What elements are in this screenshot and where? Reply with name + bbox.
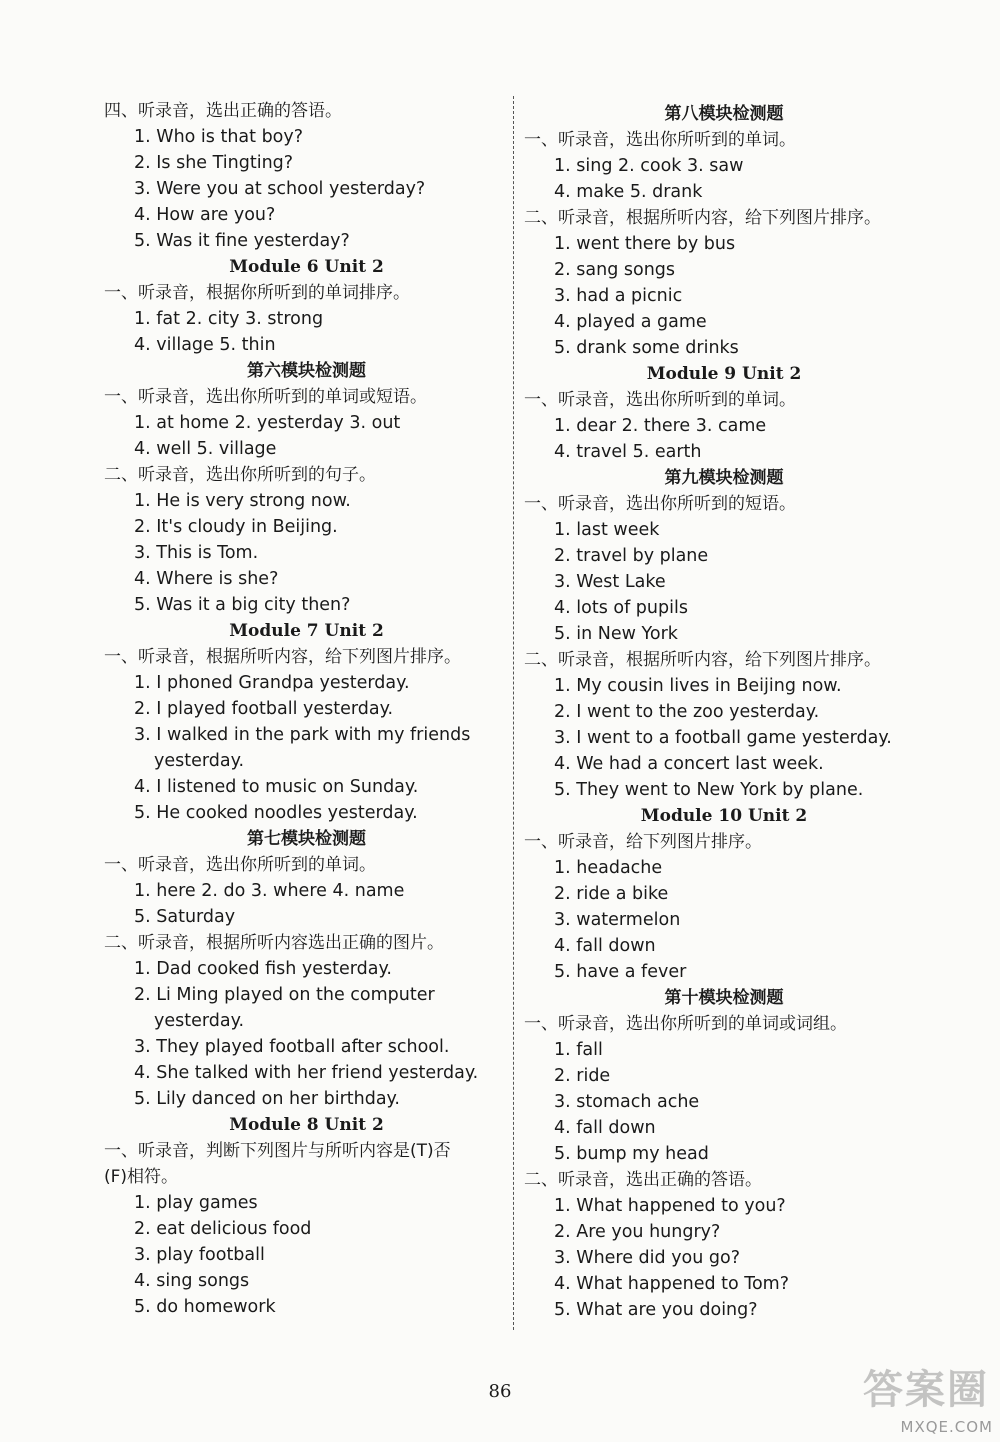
- list-item: 4. What happened to Tom?: [554, 1274, 790, 1294]
- section-heading: 一、听录音，选出你所听到的单词。: [104, 855, 376, 875]
- section-heading: 一、听录音，选出你所听到的单词或短语。: [104, 387, 427, 407]
- list-item: 1. here 2. do 3. where 4. name: [134, 881, 405, 901]
- list-item: 1. play games: [134, 1193, 258, 1213]
- list-item: 5. What are you doing?: [554, 1300, 758, 1320]
- list-item: 4. We had a concert last week.: [554, 754, 824, 774]
- list-item: 3. West Lake: [554, 572, 666, 592]
- list-item: 1. headache: [554, 858, 663, 878]
- list-item: 5. drank some drinks: [554, 338, 739, 358]
- section-heading: 四、听录音，选出正确的答语。: [104, 101, 342, 121]
- module-title: Module 7 Unit 2: [229, 621, 384, 641]
- list-item: 4. fall down: [554, 1118, 656, 1138]
- section-heading: 二、听录音，根据所听内容选出正确的图片。: [104, 933, 444, 953]
- list-item: 3. I walked in the park with my friends: [134, 725, 471, 745]
- list-item: 3. had a picnic: [554, 286, 683, 306]
- list-item: 1. My cousin lives in Beijing now.: [554, 676, 842, 696]
- list-item: 5. have a fever: [554, 962, 687, 982]
- list-item-continuation: yesterday.: [154, 751, 245, 771]
- list-item: 3. They played football after school.: [134, 1037, 450, 1057]
- list-item: 3. Were you at school yesterday?: [134, 179, 426, 199]
- list-item: 2. ride a bike: [554, 884, 669, 904]
- list-item: 4. well 5. village: [134, 439, 277, 459]
- list-item: 5. in New York: [554, 624, 678, 644]
- watermark-site: MXQE.COM: [900, 1418, 993, 1436]
- section-heading: 一、听录音，判断下列图片与所听内容是(T)否: [104, 1141, 451, 1161]
- list-item: 2. It's cloudy in Beijing.: [134, 517, 338, 537]
- list-item: 1. sing 2. cook 3. saw: [554, 156, 744, 176]
- list-item: 5. Was it fine yesterday?: [134, 231, 350, 251]
- section-heading: 二、听录音，根据所听内容，给下列图片排序。: [524, 650, 881, 670]
- list-item: 3. stomach ache: [554, 1092, 700, 1112]
- list-item: 2. I went to the zoo yesterday.: [554, 702, 820, 722]
- list-item: 1. What happened to you?: [554, 1196, 786, 1216]
- section-heading: 一、听录音，选出你所听到的短语。: [524, 494, 796, 514]
- section-heading: 一、听录音，选出你所听到的单词或词组。: [524, 1014, 847, 1034]
- list-item: 5. Was it a big city then?: [134, 595, 351, 615]
- list-item: 4. played a game: [554, 312, 707, 332]
- list-item: 4. lots of pupils: [554, 598, 688, 618]
- module-title: Module 8 Unit 2: [229, 1115, 384, 1135]
- list-item: 4. fall down: [554, 936, 656, 956]
- module-title: Module 9 Unit 2: [646, 364, 802, 384]
- list-item: 5. He cooked noodles yesterday.: [134, 803, 418, 823]
- module-title: Module 10 Unit 2: [640, 806, 808, 826]
- list-item: 4. travel 5. earth: [554, 442, 702, 462]
- list-item: 2. Li Ming played on the computer: [134, 985, 435, 1005]
- list-item: 1. went there by bus: [554, 234, 736, 254]
- list-item: 2. I played football yesterday.: [134, 699, 394, 719]
- list-item: 1. fat 2. city 3. strong: [134, 309, 324, 329]
- test-title: 第十模块检测题: [664, 988, 784, 1008]
- list-item: 5. do homework: [134, 1297, 276, 1317]
- list-item: 1. Dad cooked fish yesterday.: [134, 959, 392, 979]
- list-item: 4. She talked with her friend yesterday.: [134, 1063, 479, 1083]
- test-title: 第九模块检测题: [664, 468, 784, 488]
- list-item: 2. eat delicious food: [134, 1219, 312, 1239]
- list-item-continuation: yesterday.: [154, 1011, 245, 1031]
- list-item: 5. Saturday: [134, 907, 236, 927]
- list-item: 1. dear 2. there 3. came: [554, 416, 767, 436]
- section-heading: 一、听录音，给下列图片排序。: [524, 832, 762, 852]
- section-heading: 一、听录音，选出你所听到的单词。: [524, 390, 796, 410]
- list-item: 4. sing songs: [134, 1271, 250, 1291]
- page-number: 86: [488, 1381, 512, 1402]
- list-item: 1. fall: [554, 1040, 603, 1060]
- list-item: 4. Where is she?: [134, 569, 279, 589]
- watermark-logo-text: 答案圈: [863, 1367, 989, 1413]
- section-heading: 一、听录音，选出你所听到的单词。: [524, 130, 796, 150]
- list-item: 4. How are you?: [134, 205, 276, 225]
- module-title: Module 6 Unit 2: [229, 257, 384, 277]
- list-item: 3. watermelon: [554, 910, 681, 930]
- test-title: 第六模块检测题: [247, 361, 366, 381]
- section-heading: 二、听录音，选出正确的答语。: [524, 1170, 762, 1190]
- list-item: 2. travel by plane: [554, 546, 709, 566]
- test-title: 第七模块检测题: [247, 829, 366, 849]
- list-item: 1. I phoned Grandpa yesterday.: [134, 673, 410, 693]
- list-item: 1. Who is that boy?: [134, 127, 304, 147]
- list-item: 5. bump my head: [554, 1144, 709, 1164]
- watermark-logo: [822, 1358, 997, 1438]
- list-item: 3. This is Tom.: [134, 543, 259, 563]
- list-item: 1. last week: [554, 520, 660, 540]
- list-item: 3. play football: [134, 1245, 265, 1265]
- list-item: 3. I went to a football game yesterday.: [554, 728, 892, 748]
- section-heading: (F)相符。: [104, 1167, 179, 1187]
- list-item: 4. make 5. drank: [554, 182, 703, 202]
- test-title: 第八模块检测题: [664, 104, 784, 124]
- list-item: 2. sang songs: [554, 260, 676, 280]
- list-item: 1. He is very strong now.: [134, 491, 351, 511]
- list-item: 5. They went to New York by plane.: [554, 780, 864, 800]
- list-item: 2. ride: [554, 1066, 611, 1086]
- section-heading: 二、听录音，根据所听内容，给下列图片排序。: [524, 208, 881, 228]
- section-heading: 一、听录音，根据所听内容，给下列图片排序。: [104, 647, 461, 667]
- section-heading: 一、听录音，根据你所听到的单词排序。: [104, 283, 410, 303]
- list-item: 2. Is she Tingting?: [134, 153, 294, 173]
- list-item: 1. at home 2. yesterday 3. out: [134, 413, 401, 433]
- section-heading: 二、听录音，选出你所听到的句子。: [104, 465, 376, 485]
- list-item: 4. I listened to music on Sunday.: [134, 777, 419, 797]
- list-item: 4. village 5. thin: [134, 335, 276, 355]
- list-item: 5. Lily danced on her birthday.: [134, 1089, 400, 1109]
- column-divider: [513, 96, 514, 1330]
- list-item: 3. Where did you go?: [554, 1248, 741, 1268]
- list-item: 2. Are you hungry?: [554, 1222, 721, 1242]
